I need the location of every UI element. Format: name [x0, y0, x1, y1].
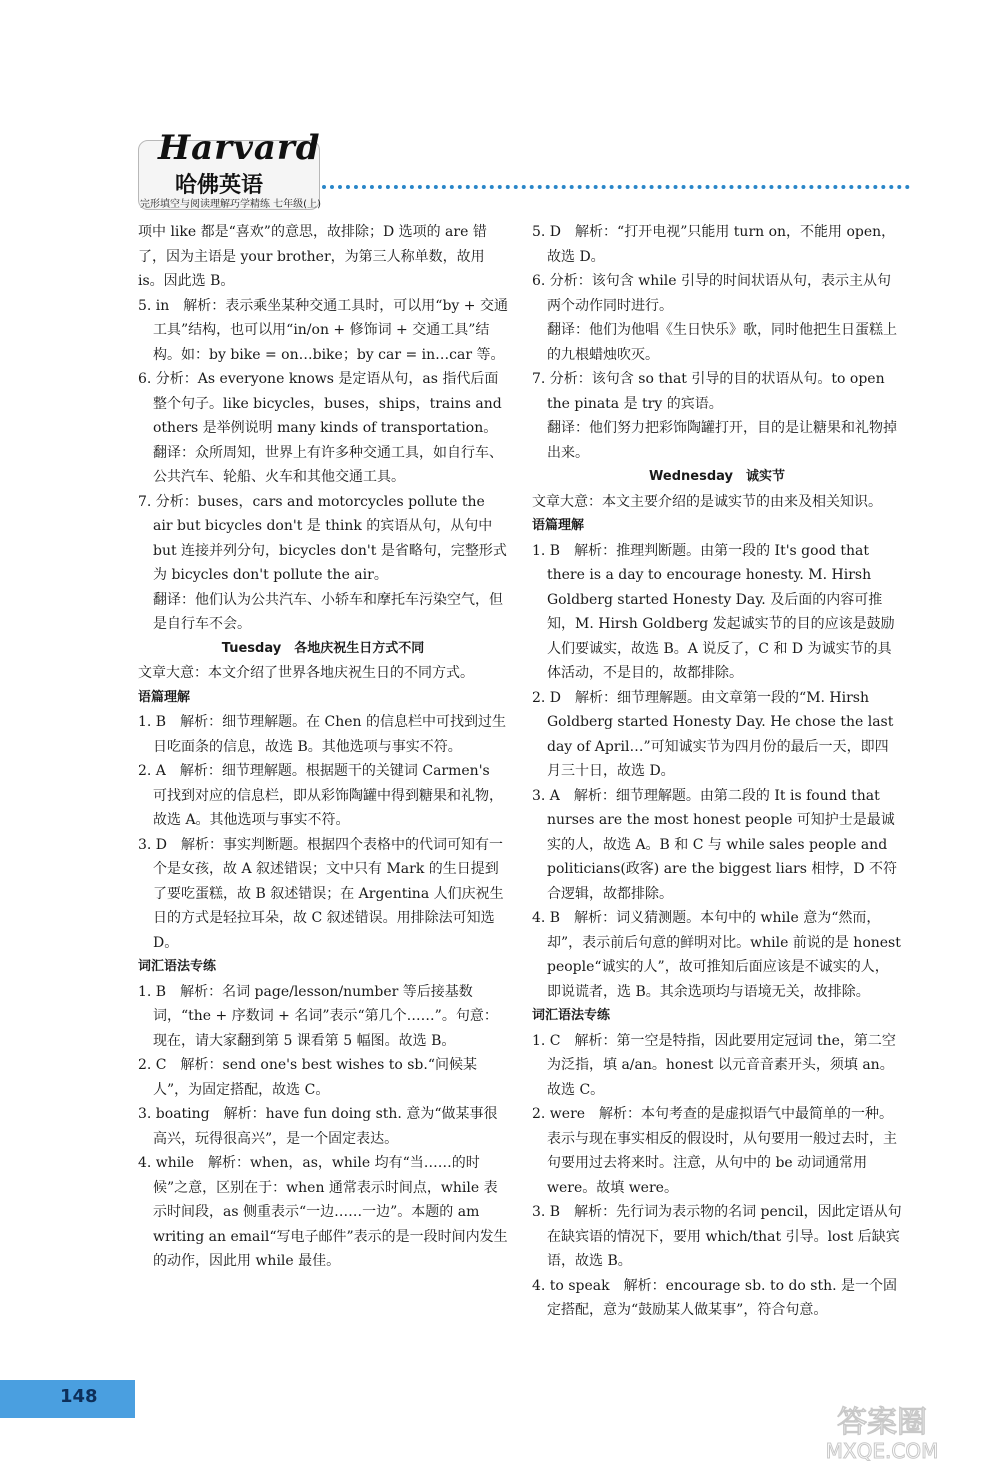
answer-item: 7. 分析：该句含 so that 引导的目的状语从句。to open the pinata 是 try 的宾语。 [532, 371, 885, 412]
section-heading: 词汇语法专练 [532, 1008, 611, 1023]
answer-item: 5. D 解析：“打开电视”只能用 turn on，不能用 open，故选 D。 [532, 224, 896, 265]
answer-item: 4. B 解析：词义猜测题。本句中的 while 意为“然而，却”，表示前后句意的鲜明对比。while 前说的是 honest people“诚实的人”，故可推知后面应该是不诚实的人，即说谎者，选 B。其余选项均与语境无关，故排除。 [532, 910, 901, 1000]
answer-item: 4. to speak 解析：encourage sb. to do sth. 是一个固定搭配，意为“鼓励某人做某事”，符合句意。 [532, 1277, 898, 1318]
section-heading: 语篇理解 [532, 518, 585, 533]
header-dotted-rule [322, 185, 910, 189]
watermark-logo [770, 1400, 995, 1462]
translation-note: 翻译：他们努力把彩饰陶罐打开，目的是让糖果和礼物掉出来。 [547, 420, 897, 461]
answer-item: 3. boating 解析：have fun doing sth. 意为“做某事很高兴，玩得很高兴”，是一个固定表达。 [138, 1106, 498, 1147]
watermark-url: MXQE.COM [825, 1439, 939, 1462]
watermark-text: 答案圈 [837, 1405, 927, 1440]
section-heading: 语篇理解 [138, 689, 191, 705]
answer-item: 4. while 解析：when，as，while 均有“当……的时候”之意，区别在于：when 通常表示时间点，while 表示时间段，as 侧重表示“一边……一边”。本题的 am writing an email“写电子邮件”表示的是一段时间内发生的动作，因此用 while 最佳。 [138, 1155, 508, 1269]
answer-item: 5. in 解析：表示乘坐某种交通工具时，可以用“by + 交通工具”结构，也可以用“in/on + 修饰词 + 交通工具”结构。如：by bike = on…bike；by car = in…car 等。 [138, 297, 508, 363]
translation-note: 翻译：他们认为公共汽车、小轿车和摩托车污染空气，但是自行车不会。 [153, 591, 503, 632]
answer-item: 1. B 解析：名词 page/lesson/number 等后接基数词，“the + 序数词 + 名词”表示“第几个……”。句意：现在，请大家翻到第 5 课看第 5 幅图。故选 B。 [138, 983, 498, 1049]
answer-item: 1. C 解析：第一空是特指，因此要用定冠词 the，第二空为泛指，填 a/an。honest 以元音音素开头，须填 an。故选 C。 [532, 1032, 896, 1098]
answer-item: 3. D 解析：事实判断题。根据四个表格中的代词可知有一个是女孩，故 A 叙述错误；文中只有 Mark 的生日提到了要吃蛋糕，故 B 叙述错误；在 Argentina 人们庆祝生日的方式是轻拉耳朵，故 C 叙述错误。用排除法可知选 D。 [138, 836, 504, 951]
answer-item: 1. B 解析：推理判断题。由第一段的 It's good that there is a day to encourage honesty. M. Hirsh Goldberg started Honesty Day. 及后面的内容可推知，M. Hirsh Goldberg 发起诚实节的目的应该是鼓励人们要诚实，故选 B。A 说反了，C 和 D 为诚实节的具体活动，不是目的，故都排除。 [532, 542, 895, 681]
passage-title: Wednesday 诚实节 [649, 469, 785, 484]
continued-text: 项中 like 都是“喜欢”的意思，故排除；D 选项的 are 错了，因为主语是 your brother，为第三人称单数，故用 is。因此选 B。 [138, 224, 487, 289]
answer-item: 3. A 解析：细节理解题。由第二段的 It is found that nurses are the most honest people 可知护士是最诚实的人，故选 A。B 和 C 与 while sales people and politicians(政客) are the biggest liars 相悖，D 不符合逻辑，故都排除。 [532, 787, 898, 902]
answer-item: 2. C 解析：send one's best wishes to sb.“问候某人”，为固定搭配，故选 C。 [138, 1057, 477, 1098]
translation-note: 翻译：他们为他唱《生日快乐》歌，同时他把生日蛋糕上的九根蜡烛吹灭。 [547, 322, 897, 363]
answer-item: 6. 分析：该句含 while 引导的时间状语从句，表示主从句两个动作同时进行。 [532, 273, 891, 314]
answer-item: 2. were 解析：本句考查的是虚拟语气中最简单的一种。表示与现在事实相反的假设时，从句要用一般过去时，主句要用过去将来时。注意，从句中的 be 动词通常用 were。故填 were。 [532, 1106, 897, 1196]
left-column [138, 220, 508, 1274]
right-column [532, 220, 902, 1323]
logo-subtitle: 哈佛英语 [175, 173, 264, 198]
answer-item: 6. 分析：As everyone knows 是定语从句，as 指代后面整个句子。like bicycles，buses，ships，trains and others 是举例说明 many kinds of transportation。 [138, 371, 502, 436]
translation-note: 翻译：众所周知，世界上有许多种交通工具，如自行车、公共汽车、轮船、火车和其他交通工具。 [153, 444, 503, 485]
answer-item: 3. B 解析：先行词为表示物的名词 pencil，因此定语从句在缺宾语的情况下，要用 which/that 引导。lost 后缺宾语，故选 B。 [532, 1204, 902, 1269]
answer-item: 2. A 解析：细节理解题。根据题干的关键词 Carmen's 可找到对应的信息栏，即从彩饰陶罐中得到糖果和礼物，故选 A。其他选项与事实不符。 [138, 763, 503, 828]
passage-title: Tuesday 各地庆祝生日方式不同 [221, 640, 425, 656]
logo-title: Harvard [158, 128, 321, 168]
answer-item: 7. 分析：buses，cars and motorcycles pollute the air but bicycles don't 是 think 的宾语从句，从句中 but 连接并列分句，bicycles don't 是省略句，完整形式为 bicycles don't pollute the air。 [138, 493, 507, 583]
page-header [0, 0, 1000, 230]
passage-summary: 文章大意：本文介绍了世界各地庆祝生日的不同方式。 [138, 665, 474, 681]
answer-item: 1. B 解析：细节理解题。在 Chen 的信息栏中可找到过生日吃面条的信息，故选 B。其他选项与事实不符。 [138, 714, 507, 755]
answer-item: 2. D 解析：细节理解题。由文章第一段的“M. Hirsh Goldberg started Honesty Day. He chose the last day of April…”可知诚实节为四月份的最后一天，即四月三十日，故选 D。 [532, 689, 894, 779]
page-number: 148 [60, 1386, 98, 1407]
logo-tagline: 完形填空与阅读理解巧学精练 七年级(上) [140, 199, 321, 210]
passage-summary: 文章大意：本文主要介绍的是诚实节的由来及相关知识。 [532, 493, 882, 510]
section-heading: 词汇语法专练 [138, 959, 217, 974]
